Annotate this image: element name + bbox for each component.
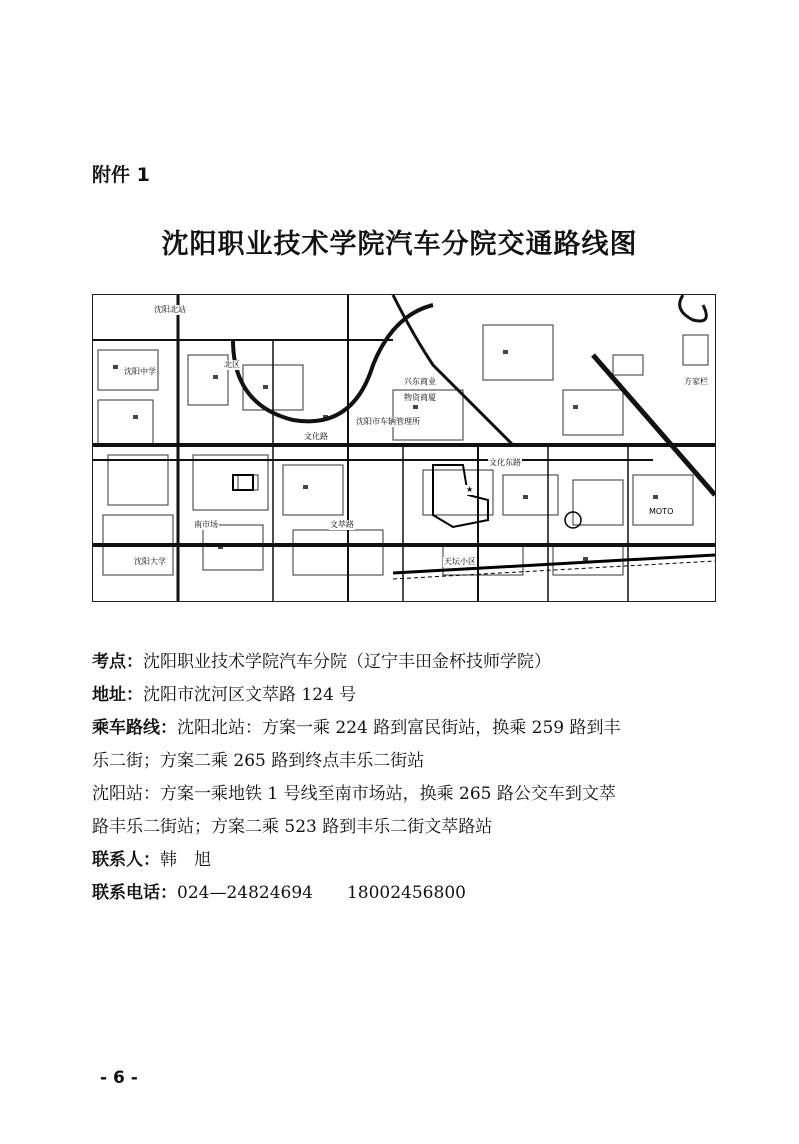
map-label: 沈阳北站 [154, 305, 186, 314]
route-text-2: 乐二街；方案二乘 265 路到终点丰乐二街站 [92, 751, 425, 771]
map-label: 文萃路 [330, 520, 354, 529]
map-label: 沈阳中学 [124, 367, 156, 376]
info-section [92, 646, 712, 910]
route-text-4: 路丰乐二街站；方案二乘 523 路到丰乐二街文萃路站 [92, 817, 493, 837]
map-label: 北区 [224, 360, 240, 369]
phone-line [92, 877, 712, 910]
route-line-3 [92, 778, 712, 811]
route-text-1: 沈阳北站：方案一乘 224 路到富民街站，换乘 259 路到丰 [177, 718, 621, 738]
map-label: 文化路 [304, 432, 328, 441]
route-text-3: 沈阳站：方案一乘地铁 1 号线至南市场站，换乘 265 路公交车到文萃 [92, 784, 616, 804]
map-label: 沈阳大学 [134, 557, 166, 566]
address-line [92, 679, 712, 712]
map-label: 天坛小区 [444, 557, 476, 566]
map-label: MOTO [649, 507, 674, 516]
page-number: - 6 - [100, 1068, 138, 1088]
contact-line [92, 844, 712, 877]
address-value: 沈阳市沈河区文萃路 124 号 [143, 685, 357, 705]
map-label: 南市场 [194, 520, 218, 529]
contact-value: 韩 旭 [160, 850, 211, 870]
route-label: 乘车路线： [92, 718, 177, 738]
route-line-1 [92, 712, 712, 745]
route-line-2 [92, 745, 712, 778]
map-label: 文化东路 [489, 458, 521, 467]
route-line-4 [92, 811, 712, 844]
map-label: 方家栏 [684, 377, 708, 386]
location-marker: ★ [466, 485, 474, 494]
exam-site-value: 沈阳职业技术学院汽车分院（辽宁丰田金杯技师学院） [143, 652, 551, 672]
route-map [92, 294, 716, 602]
attachment-label: 附件 1 [92, 164, 150, 186]
page-title: 沈阳职业技术学院汽车分院交通路线图 [161, 229, 638, 260]
contact-label: 联系人： [92, 850, 160, 870]
map-label: 沈阳市车辆管理所 [356, 417, 420, 426]
phone-label: 联系电话： [92, 883, 177, 903]
exam-site-label: 考点： [92, 652, 143, 672]
exam-site-line [92, 646, 712, 679]
map-label: 兴东商业 [404, 377, 436, 386]
address-label: 地址： [92, 685, 143, 705]
map-drawing [93, 295, 715, 601]
map-label: 物资商厦 [404, 393, 436, 402]
phone-value: 024—24824694 18002456800 [177, 883, 466, 903]
